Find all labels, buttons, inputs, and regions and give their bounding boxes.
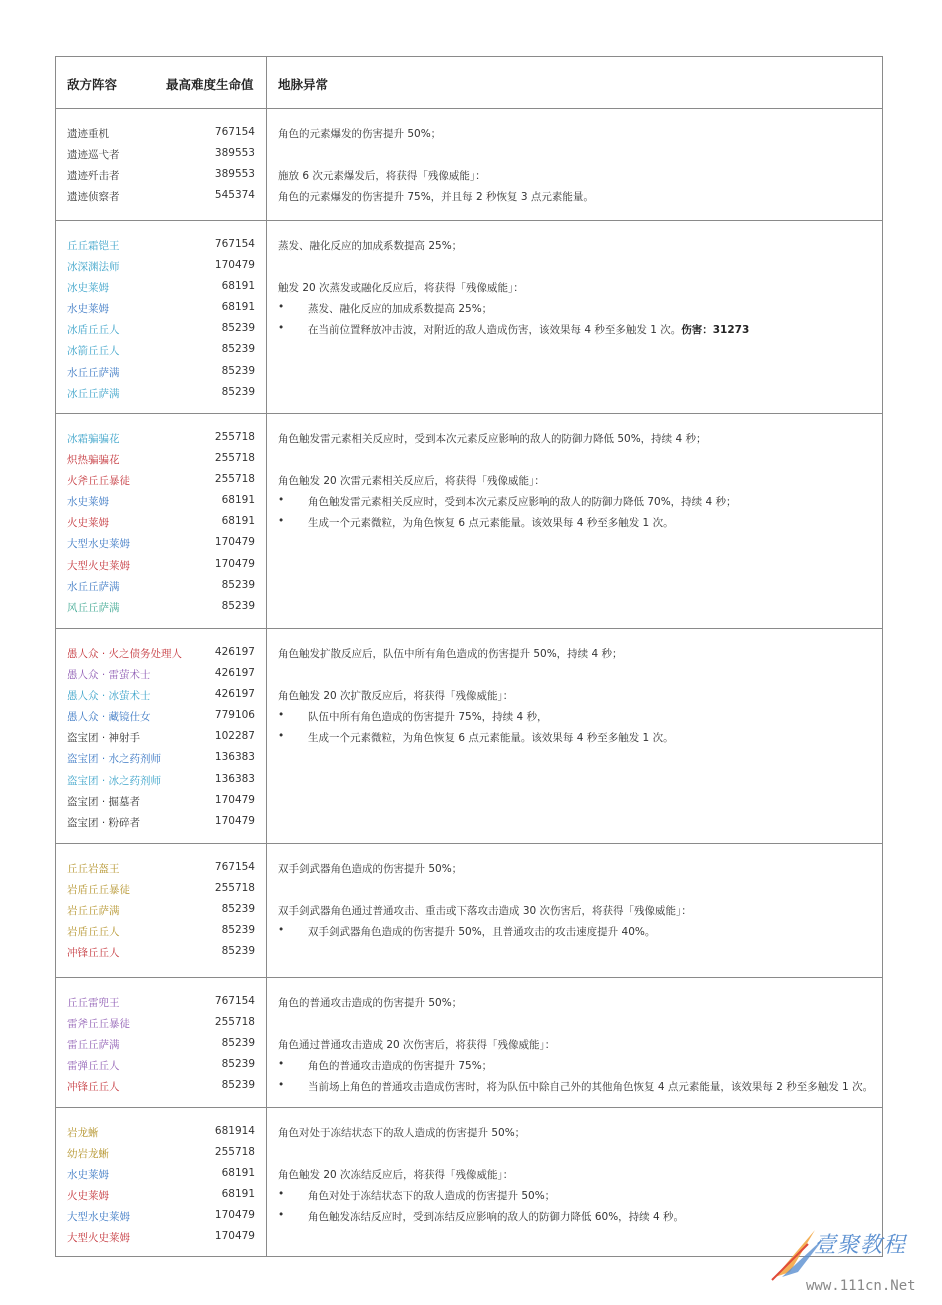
enemy-name: 雷丘丘萨满 [67, 1039, 120, 1052]
enemy-name: 水丘丘萨满 [67, 580, 120, 593]
effect-text: 蒸发、融化反应的加成系数提高 25%； [308, 303, 493, 316]
enemy-entry [67, 1079, 255, 1100]
enemy-entry [67, 945, 255, 966]
effect-text: 角色的元素爆发的伤害提升 50%； [278, 128, 442, 140]
enemy-name: 丘丘雷兜王 [67, 997, 120, 1009]
enemy-name: 大型水史莱姆 [67, 538, 130, 551]
site-watermark [770, 1222, 935, 1302]
enemy-list [67, 861, 255, 966]
bullet-marker: • [278, 515, 285, 528]
effect-line [278, 646, 878, 667]
effect-bullet-line [278, 730, 878, 751]
enemy-name: 雷斧丘丘暴徒 [67, 1018, 130, 1031]
enemy-entry [67, 1230, 255, 1251]
enemy-entry [67, 343, 255, 364]
enemy-entry [67, 189, 255, 210]
enemy-entry [67, 1188, 255, 1209]
effect-text: 在当前位置释放冲击波，对附近的敌人造成伤害，该效果每 4 秒至多触发 1 次。 [308, 324, 682, 337]
effect-bullet-line [278, 1058, 878, 1079]
damage-value: 伤害：31273 [681, 324, 750, 337]
enemy-name: 愚人众 · 冰萤术士 [67, 690, 151, 703]
enemy-name: 冰史莱姆 [67, 282, 109, 295]
enemy-entry [67, 126, 255, 147]
enemy-hp: 136383 [214, 751, 255, 764]
enemy-hp: 85239 [221, 945, 255, 958]
enemy-hp: 255718 [214, 452, 255, 465]
effect-line [278, 903, 878, 924]
enemy-hp: 85239 [221, 599, 255, 612]
enemy-hp: 85239 [221, 343, 255, 356]
enemy-entry [67, 1146, 255, 1167]
enemy-hp: 170479 [214, 259, 255, 272]
table-row [56, 413, 882, 629]
watermark-url: www.111cn.Net [806, 1278, 916, 1294]
enemy-name: 大型水史莱姆 [67, 1211, 130, 1224]
anomaly-effects [278, 646, 878, 751]
effect-line [278, 1125, 878, 1146]
effect-spacer [278, 1146, 878, 1167]
enemy-hp: 767154 [214, 861, 255, 873]
effect-line [278, 1167, 878, 1188]
enemy-name: 盗宝团 · 粉碎者 [67, 816, 141, 829]
bullet-marker: • [278, 1188, 285, 1201]
enemy-name: 岩丘丘萨满 [67, 905, 120, 918]
effect-bullet-line [278, 1188, 878, 1209]
enemy-name: 愚人众 · 火之债务处理人 [67, 648, 183, 660]
effect-text: 生成一个元素微粒，为角色恢复 6 点元素能量。该效果每 4 秒至多触发 1 次。 [308, 732, 674, 745]
enemy-name: 遗迹侦察者 [67, 191, 120, 204]
enemy-entry [67, 579, 255, 600]
table-row [56, 977, 882, 1108]
enemy-hp: 85239 [221, 1058, 255, 1071]
enemy-hp: 68191 [221, 1167, 255, 1180]
effect-text: 角色的元素爆发的伤害提升 75%，并且每 2 秒恢复 3 点元素能量。 [278, 191, 594, 204]
enemy-hp: 85239 [221, 385, 255, 398]
enemy-name: 冲锋丘丘人 [67, 1081, 120, 1094]
table-row [56, 220, 882, 414]
enemy-name: 岩龙蜥 [67, 1127, 99, 1139]
enemy-entry [67, 751, 255, 772]
enemy-hp: 426197 [214, 646, 255, 658]
enemy-hp: 767154 [214, 995, 255, 1007]
effect-text: 双手剑武器角色造成的伤害提升 50%； [278, 863, 463, 875]
enemy-entry [67, 1016, 255, 1037]
bullet-marker: • [278, 1058, 285, 1071]
effect-line [278, 238, 878, 259]
enemy-hp: 389553 [214, 168, 255, 181]
enemy-hp: 170479 [214, 1209, 255, 1222]
enemy-hp: 170479 [214, 557, 255, 570]
effect-text: 队伍中所有角色造成的伤害提升 75%，持续 4 秒， [308, 711, 548, 724]
effect-text: 角色触发雷元素相关反应时，受到本次元素反应影响的敌人的防御力降低 50%，持续 4 秒； [278, 433, 707, 445]
header-row [56, 57, 882, 108]
enemy-name: 愚人众 · 藏镜仕女 [67, 711, 151, 724]
effect-text: 角色触发 20 次雷元素相关反应后，将获得「残像威能」： [278, 475, 545, 488]
effect-spacer [278, 452, 878, 473]
enemy-hp: 85239 [221, 364, 255, 377]
enemy-name: 岩盾丘丘人 [67, 926, 120, 939]
dungeon-table [55, 56, 883, 1257]
anomaly-effects [278, 238, 878, 343]
header-ley-line-anomaly: 地脉异常 [278, 77, 329, 92]
enemy-name: 冰丘丘萨满 [67, 387, 120, 400]
enemy-name: 炽热骗骗花 [67, 454, 120, 467]
enemy-hp: 85239 [221, 1037, 255, 1050]
enemy-name: 风丘丘萨满 [67, 601, 120, 614]
enemy-entry [67, 1209, 255, 1230]
anomaly-effects [278, 126, 878, 210]
effect-text: 角色对处于冻结状态下的敌人造成的伤害提升 50%； [278, 1127, 526, 1139]
enemy-name: 盗宝团 · 掘墓者 [67, 795, 141, 808]
effect-text: 双手剑武器角色造成的伤害提升 50%，且普通攻击的攻击速度提升 40%。 [308, 926, 656, 939]
effect-bullet-line [278, 494, 878, 515]
enemy-hp: 136383 [214, 772, 255, 785]
enemy-hp: 85239 [221, 924, 255, 937]
enemy-hp: 681914 [214, 1125, 255, 1137]
bullet-marker: • [278, 730, 285, 743]
effect-bullet-line [278, 301, 878, 322]
enemy-hp: 68191 [221, 1188, 255, 1201]
enemy-entry [67, 688, 255, 709]
enemy-name: 水史莱姆 [67, 303, 109, 316]
enemy-hp: 426197 [214, 688, 255, 701]
enemy-name: 水史莱姆 [67, 1169, 109, 1182]
enemy-name: 丘丘霜铠王 [67, 240, 120, 252]
effect-text: 施放 6 次元素爆发后，将获得「残像威能」： [278, 170, 486, 183]
enemy-hp: 389553 [214, 147, 255, 160]
anomaly-effects [278, 1125, 878, 1230]
bullet-marker: • [278, 494, 285, 507]
enemy-entry [67, 794, 255, 815]
header-max-hp: 最高难度生命值 [166, 77, 254, 92]
effect-text: 角色通过普通攻击造成 20 次伤害后，将获得「残像威能」： [278, 1039, 556, 1052]
enemy-name: 冰深渊法师 [67, 261, 120, 274]
enemy-list [67, 1125, 255, 1252]
effect-text: 蒸发、融化反应的加成系数提高 25%； [278, 240, 463, 252]
enemy-name: 火史莱姆 [67, 1190, 109, 1203]
enemy-name: 冰箭丘丘人 [67, 345, 120, 358]
enemy-hp: 68191 [221, 280, 255, 293]
enemy-entry [67, 322, 255, 343]
enemy-hp: 170479 [214, 814, 255, 827]
effect-line [278, 861, 878, 882]
enemy-entry [67, 1167, 255, 1188]
enemy-name: 盗宝团 · 水之药剂师 [67, 753, 162, 766]
enemy-hp: 255718 [214, 431, 255, 443]
bullet-marker: • [278, 924, 285, 937]
bullet-marker: • [278, 709, 285, 722]
enemy-hp: 85239 [221, 903, 255, 916]
effect-text: 角色触发扩散反应后，队伍中所有角色造成的伤害提升 50%，持续 4 秒； [278, 648, 623, 660]
enemy-entry [67, 1037, 255, 1058]
enemy-hp: 85239 [221, 1079, 255, 1092]
enemy-name: 遗迹巡弋者 [67, 149, 120, 162]
enemy-entry [67, 147, 255, 168]
enemy-entry [67, 301, 255, 322]
enemy-entry [67, 903, 255, 924]
enemy-entry [67, 1125, 255, 1146]
enemy-name: 水丘丘萨满 [67, 366, 120, 379]
effect-line [278, 473, 878, 494]
enemy-name: 愚人众 · 雷萤术士 [67, 669, 151, 682]
effect-bullet-line [278, 515, 878, 536]
table-row [56, 628, 882, 844]
effect-line [278, 189, 878, 210]
anomaly-effects [278, 861, 878, 945]
effect-text: 角色触发雷元素相关反应时，受到本次元素反应影响的敌人的防御力降低 70%，持续 4 秒； [308, 496, 737, 509]
bullet-marker: • [278, 301, 285, 314]
effect-line [278, 126, 878, 147]
enemy-name: 丘丘岩盔王 [67, 863, 120, 875]
enemy-entry [67, 280, 255, 301]
enemy-hp: 255718 [214, 1146, 255, 1159]
enemy-name: 火史莱姆 [67, 517, 109, 530]
enemy-hp: 255718 [214, 882, 255, 895]
effect-spacer [278, 147, 878, 168]
enemy-list [67, 431, 255, 621]
enemy-list [67, 995, 255, 1100]
enemy-entry [67, 709, 255, 730]
enemy-name: 幼岩龙蜥 [67, 1148, 109, 1161]
enemy-hp: 255718 [214, 473, 255, 486]
enemy-entry [67, 365, 255, 386]
effect-text: 当前场上角色的普通攻击造成伤害时，将为队伍中除自己外的其他角色恢复 4 点元素能量，该效果每 2 秒至多触发 1 次。 [308, 1081, 874, 1094]
enemy-hp: 779106 [214, 709, 255, 722]
enemy-name: 岩盾丘丘暴徒 [67, 884, 130, 897]
enemy-hp: 767154 [214, 126, 255, 138]
enemy-entry [67, 861, 255, 882]
enemy-entry [67, 238, 255, 259]
effect-spacer [278, 882, 878, 903]
enemy-entry [67, 924, 255, 945]
enemy-entry [67, 773, 255, 794]
enemy-name: 火斧丘丘暴徒 [67, 475, 130, 488]
enemy-entry [67, 431, 255, 452]
effect-line [278, 1037, 878, 1058]
enemy-entry [67, 600, 255, 621]
effect-text: 角色触发 20 次扩散反应后，将获得「残像威能」： [278, 690, 514, 703]
enemy-name: 水史莱姆 [67, 496, 109, 509]
effect-text: 触发 20 次蒸发或融化反应后，将获得「残像威能」： [278, 282, 524, 295]
enemy-name: 大型火史莱姆 [67, 1232, 130, 1245]
bullet-marker: • [278, 322, 285, 335]
enemy-list [67, 238, 255, 407]
enemy-entry [67, 646, 255, 667]
effect-text: 生成一个元素微粒，为角色恢复 6 点元素能量。该效果每 4 秒至多触发 1 次。 [308, 517, 674, 530]
enemy-entry [67, 667, 255, 688]
enemy-entry [67, 1058, 255, 1079]
enemy-entry [67, 882, 255, 903]
enemy-list [67, 126, 255, 210]
effect-text: 角色触发冻结反应时，受到冻结反应影响的敌人的防御力降低 60%，持续 4 秒。 [308, 1211, 685, 1224]
table-row [56, 1107, 882, 1257]
watermark-text: 壹聚教程 [814, 1233, 907, 1258]
effect-spacer [278, 259, 878, 280]
anomaly-effects [278, 995, 878, 1100]
enemy-entry [67, 168, 255, 189]
bullet-marker: • [278, 1209, 285, 1222]
enemy-name: 雷弹丘丘人 [67, 1060, 120, 1073]
effect-line [278, 431, 878, 452]
enemy-hp: 102287 [214, 730, 255, 743]
enemy-hp: 68191 [221, 515, 255, 528]
enemy-hp: 255718 [214, 1016, 255, 1029]
enemy-hp: 545374 [214, 189, 255, 202]
table-row [56, 108, 882, 221]
effect-line [278, 168, 878, 189]
enemy-entry [67, 452, 255, 473]
effect-text: 双手剑武器角色通过普通攻击、重击或下落攻击造成 30 次伤害后，将获得「残像威能」： [278, 905, 692, 918]
effect-bullet-line [278, 322, 878, 343]
enemy-entry [67, 386, 255, 407]
enemy-hp: 767154 [214, 238, 255, 250]
anomaly-effects [278, 431, 878, 536]
enemy-entry [67, 815, 255, 836]
enemy-entry [67, 536, 255, 557]
enemy-entry [67, 515, 255, 536]
bullet-marker: • [278, 1079, 285, 1092]
enemy-entry [67, 473, 255, 494]
enemy-hp: 170479 [214, 1230, 255, 1243]
enemy-hp: 85239 [221, 578, 255, 591]
enemy-name: 遗迹歼击者 [67, 170, 120, 183]
effect-bullet-line [278, 709, 878, 730]
enemy-entry [67, 995, 255, 1016]
enemy-hp: 68191 [221, 494, 255, 507]
enemy-entry [67, 494, 255, 515]
effect-bullet-line [278, 1079, 878, 1100]
enemy-hp: 85239 [221, 322, 255, 335]
enemy-entry [67, 259, 255, 280]
enemy-hp: 170479 [214, 793, 255, 806]
effect-text: 角色的普通攻击造成的伤害提升 50%； [278, 997, 463, 1009]
enemy-name: 遗迹重机 [67, 128, 109, 140]
enemy-hp: 426197 [214, 667, 255, 680]
enemy-name: 盗宝团 · 冰之药剂师 [67, 774, 162, 787]
header-enemy-lineup: 敌方阵容 [67, 77, 118, 92]
effect-text: 角色对处于冻结状态下的敌人造成的伤害提升 50%； [308, 1190, 556, 1203]
effect-line [278, 280, 878, 301]
effect-text: 角色的普通攻击造成的伤害提升 75%； [308, 1060, 493, 1073]
effect-bullet-line [278, 924, 878, 945]
effect-spacer [278, 667, 878, 688]
enemy-hp: 170479 [214, 536, 255, 549]
enemy-entry [67, 558, 255, 579]
enemy-name: 大型火史莱姆 [67, 559, 130, 572]
effect-line [278, 995, 878, 1016]
enemy-name: 冰霜骗骗花 [67, 433, 120, 445]
enemy-name: 盗宝团 · 神射手 [67, 732, 141, 745]
enemy-list [67, 646, 255, 836]
table-row [56, 843, 882, 978]
effect-text: 角色触发 20 次冻结反应后，将获得「残像威能」： [278, 1169, 514, 1182]
enemy-name: 冰盾丘丘人 [67, 324, 120, 337]
enemy-name: 冲锋丘丘人 [67, 947, 120, 960]
effect-spacer [278, 1016, 878, 1037]
enemy-entry [67, 730, 255, 751]
enemy-hp: 68191 [221, 301, 255, 314]
effect-line [278, 688, 878, 709]
